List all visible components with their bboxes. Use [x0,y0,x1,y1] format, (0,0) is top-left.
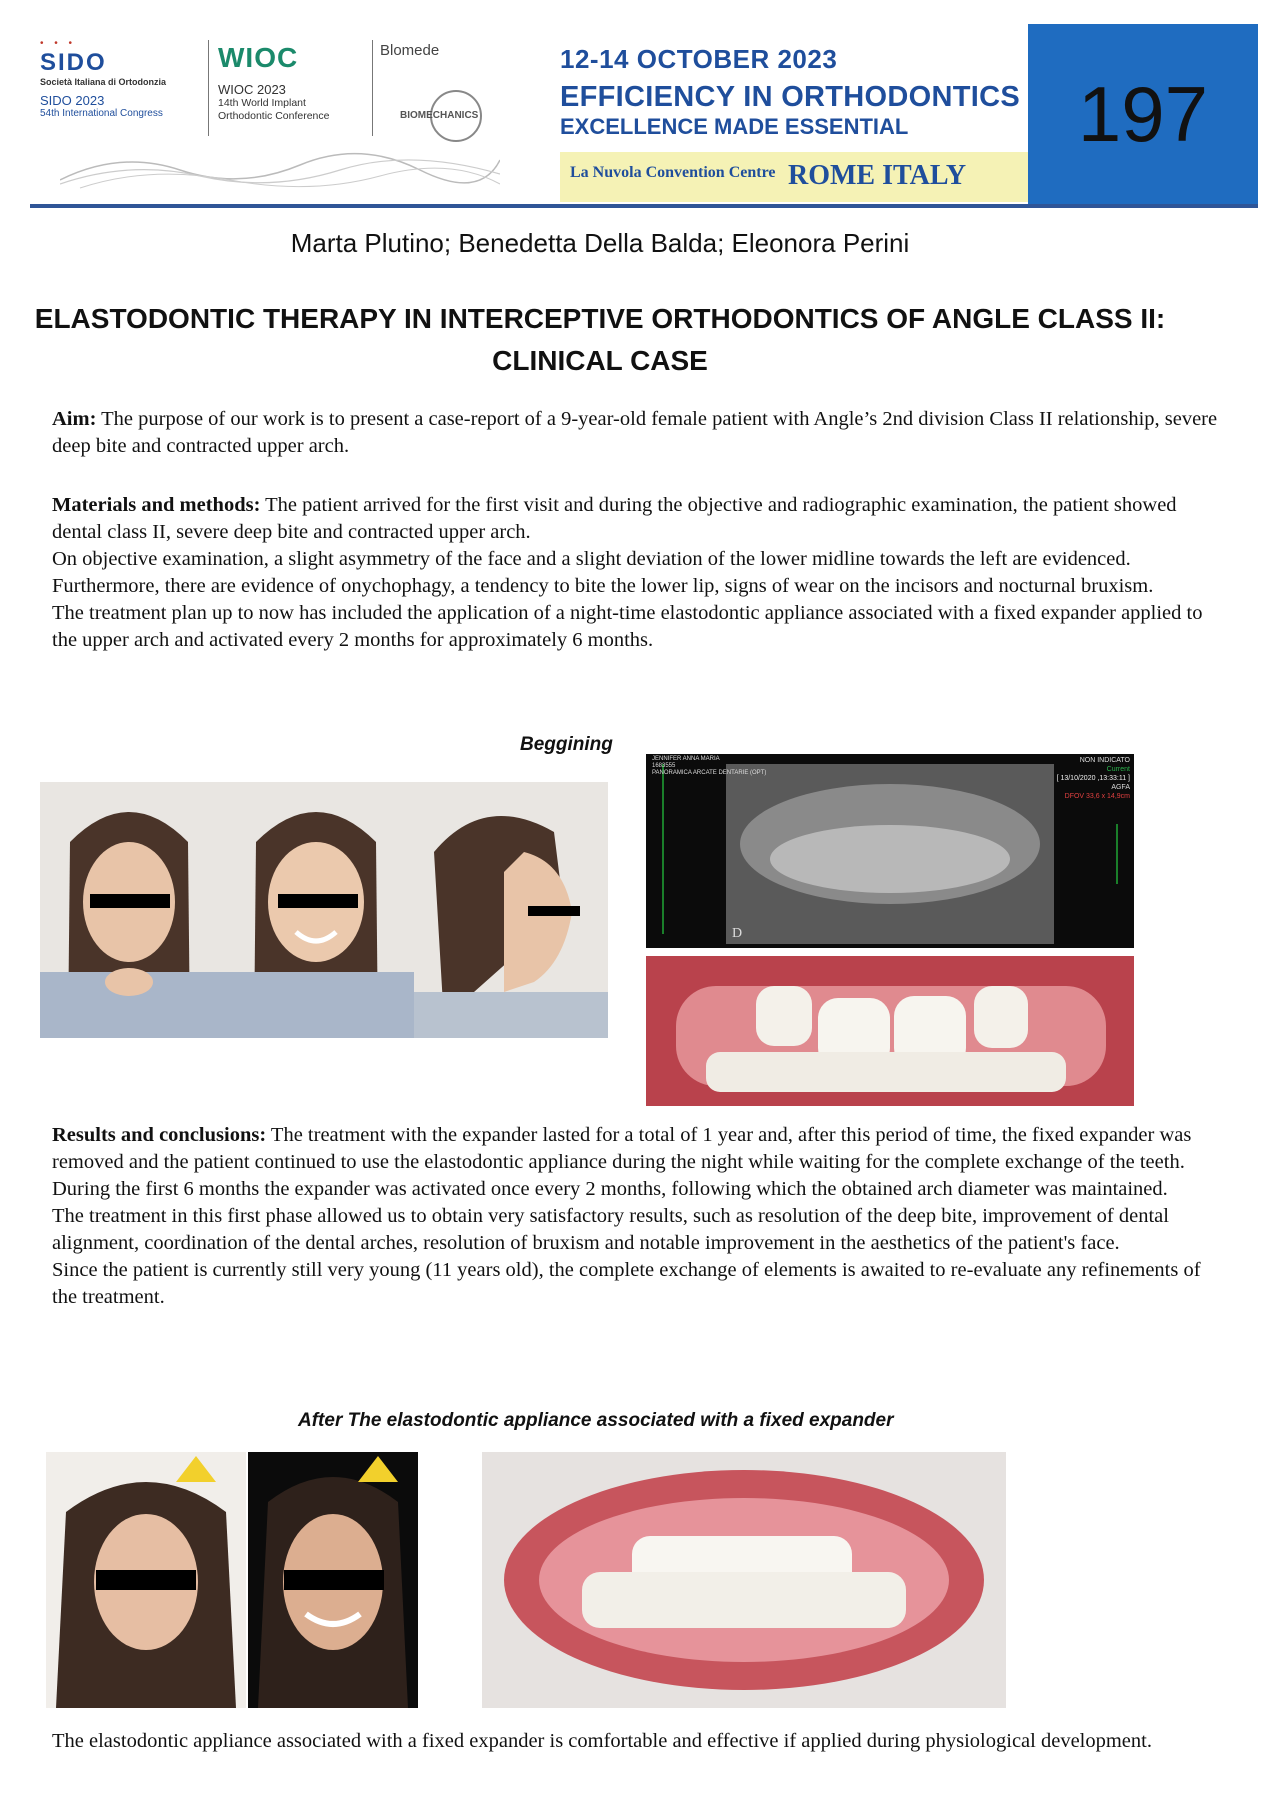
privacy-bar [528,906,580,916]
sido-sub: Società Italiana di Ortodonzia [40,77,167,87]
aim-label: Aim: [52,408,97,430]
page-title [30,298,1170,382]
title-line-1: ELASTODONTIC THERAPY IN INTERCEPTIVE ORTHODONTICS OF ANGLE CLASS II: [34,303,1166,334]
biomechanics-label: BIOMECHANICS [400,110,479,121]
wioc-year: WIOC 2023 [218,82,286,97]
blomede-mark: Blomede [380,42,440,59]
wioc-logo [218,42,398,123]
xray-brand: AGFA [1111,784,1130,791]
poster-number: 197 [1077,69,1209,158]
methods-text-2: On objective examination, a slight asymmetry of the face and a slight deviation of the lower midline towards the left are evidenced. [52,548,1131,570]
privacy-bar [90,894,170,908]
privacy-bar [96,1570,196,1590]
privacy-bar [278,894,358,908]
decorative-waves [60,140,500,190]
blomede-logo [380,42,530,121]
event-subtitle: EXCELLENCE MADE ESSENTIAL [560,114,909,139]
results-label: Results and conclusions: [52,1124,267,1146]
intraoral-photo-after [482,1452,1006,1708]
sido-congress: 54th International Congress [40,108,163,119]
header-divider [30,204,1258,208]
caption-after: After The elastodontic appliance associated with a fixed expander [298,1410,894,1431]
wioc-line2: Orthodontic Conference [218,110,330,122]
results-text-1: The treatment with the expander lasted for a total of 1 year and, after this period of time, the fixed expander was removed and the patient continued to use the elastodontic appliance during the night while waiting for the complete exchange of the teeth. [52,1124,1192,1173]
xray-patient-id: 1683555 [652,763,676,769]
caption-beginning: Beggining [520,734,613,755]
sido-dots: • • • [40,38,77,49]
venue-name: La Nuvola Convention Centre [570,164,776,181]
title-line-2: CLINICAL CASE [492,345,708,376]
methods-text-1: The patient arrived for the first visit and during the objective and radiographic examination, the patient showed dental class II, severe deep bite and contracted upper arch. [52,494,1177,543]
aim-paragraph [52,406,1222,460]
poster-number-box [1028,24,1258,204]
aim-text: The purpose of our work is to present a case-report of a 9-year-old female patient with Angle’s 2nd division Class II relationship, severe deep bite and contracted upper arch. [52,408,1218,457]
face-photo-frontal [40,782,218,1038]
intraoral-photo-beginning [646,956,1134,1106]
privacy-bar [284,1570,384,1590]
methods-paragraph [52,492,1222,654]
panoramic-xray [646,754,1134,948]
event-title: EFFICIENCY IN ORTHODONTICS [560,81,1021,113]
event-dates: 12-14 OCTOBER 2023 [560,44,838,74]
face-photo-smile [218,782,414,1038]
xray-patient-name: JENNIFER ANNA MARIA [652,756,720,762]
xray-dept: NON INDICATO [1079,757,1130,764]
xray-side-marker: D [732,926,743,941]
wioc-line1: 14th World Implant [218,97,306,109]
xray-status: Current [1106,766,1130,773]
wioc-mark: WIOC [218,42,299,73]
results-text-3: The treatment in this first phase allowed us to obtain very satisfactory results, such as resolution of the deep bite, improvement of dental alignment, coordination of the dental arches, resolution of bruxism and notable improvement in the aesthetics of the patient's face. [52,1205,1169,1254]
xray-dfov: DFOV 33,6 x 14,9cm [1064,793,1130,800]
results-paragraph [52,1122,1222,1311]
methods-text-4: The treatment plan up to now has included the application of a night-time elastodontic appliance associated with a fixed expander applied to the upper arch and activated every 2 months for approximately 6 months. [52,602,1203,651]
methods-text-3: Furthermore, there are evidence of onychophagy, a tendency to bite the lower lip, signs of wear on the incisors and nocturnal bruxism. [52,575,1154,597]
face-photo-after-smile [248,1452,418,1708]
logo-divider [208,40,209,136]
logo-divider [372,40,373,136]
methods-label: Materials and methods: [52,494,261,516]
results-text-2: During the first 6 months the expander was activated once every 2 months, following which the obtained arch diameter was maintained. [52,1178,1168,1200]
authors: Marta Plutino; Benedetta Della Balda; Eleonora Perini [290,228,910,258]
face-photo-after-frontal [46,1452,246,1708]
xray-exam: PANORAMICA ARCATE DENTARIE (OPT) [652,770,767,776]
venue-bar [560,152,1028,202]
sido-logo [40,38,210,119]
conclusion-paragraph: The elastodontic appliance associated with a fixed expander is comfortable and effective if applied during physiological development. [52,1730,1152,1752]
sido-mark: SIDO [40,49,107,76]
venue-city: ROME ITALY [788,160,967,191]
sido-year: SIDO 2023 [40,93,105,108]
xray-date: [ 13/10/2020 ,13:33:11 ] [1056,775,1130,782]
results-text-4: Since the patient is currently still very young (11 years old), the complete exchange of elements is awaited to re-evaluate any refinements of the treatment. [52,1259,1201,1308]
face-photo-profile [414,782,608,1038]
